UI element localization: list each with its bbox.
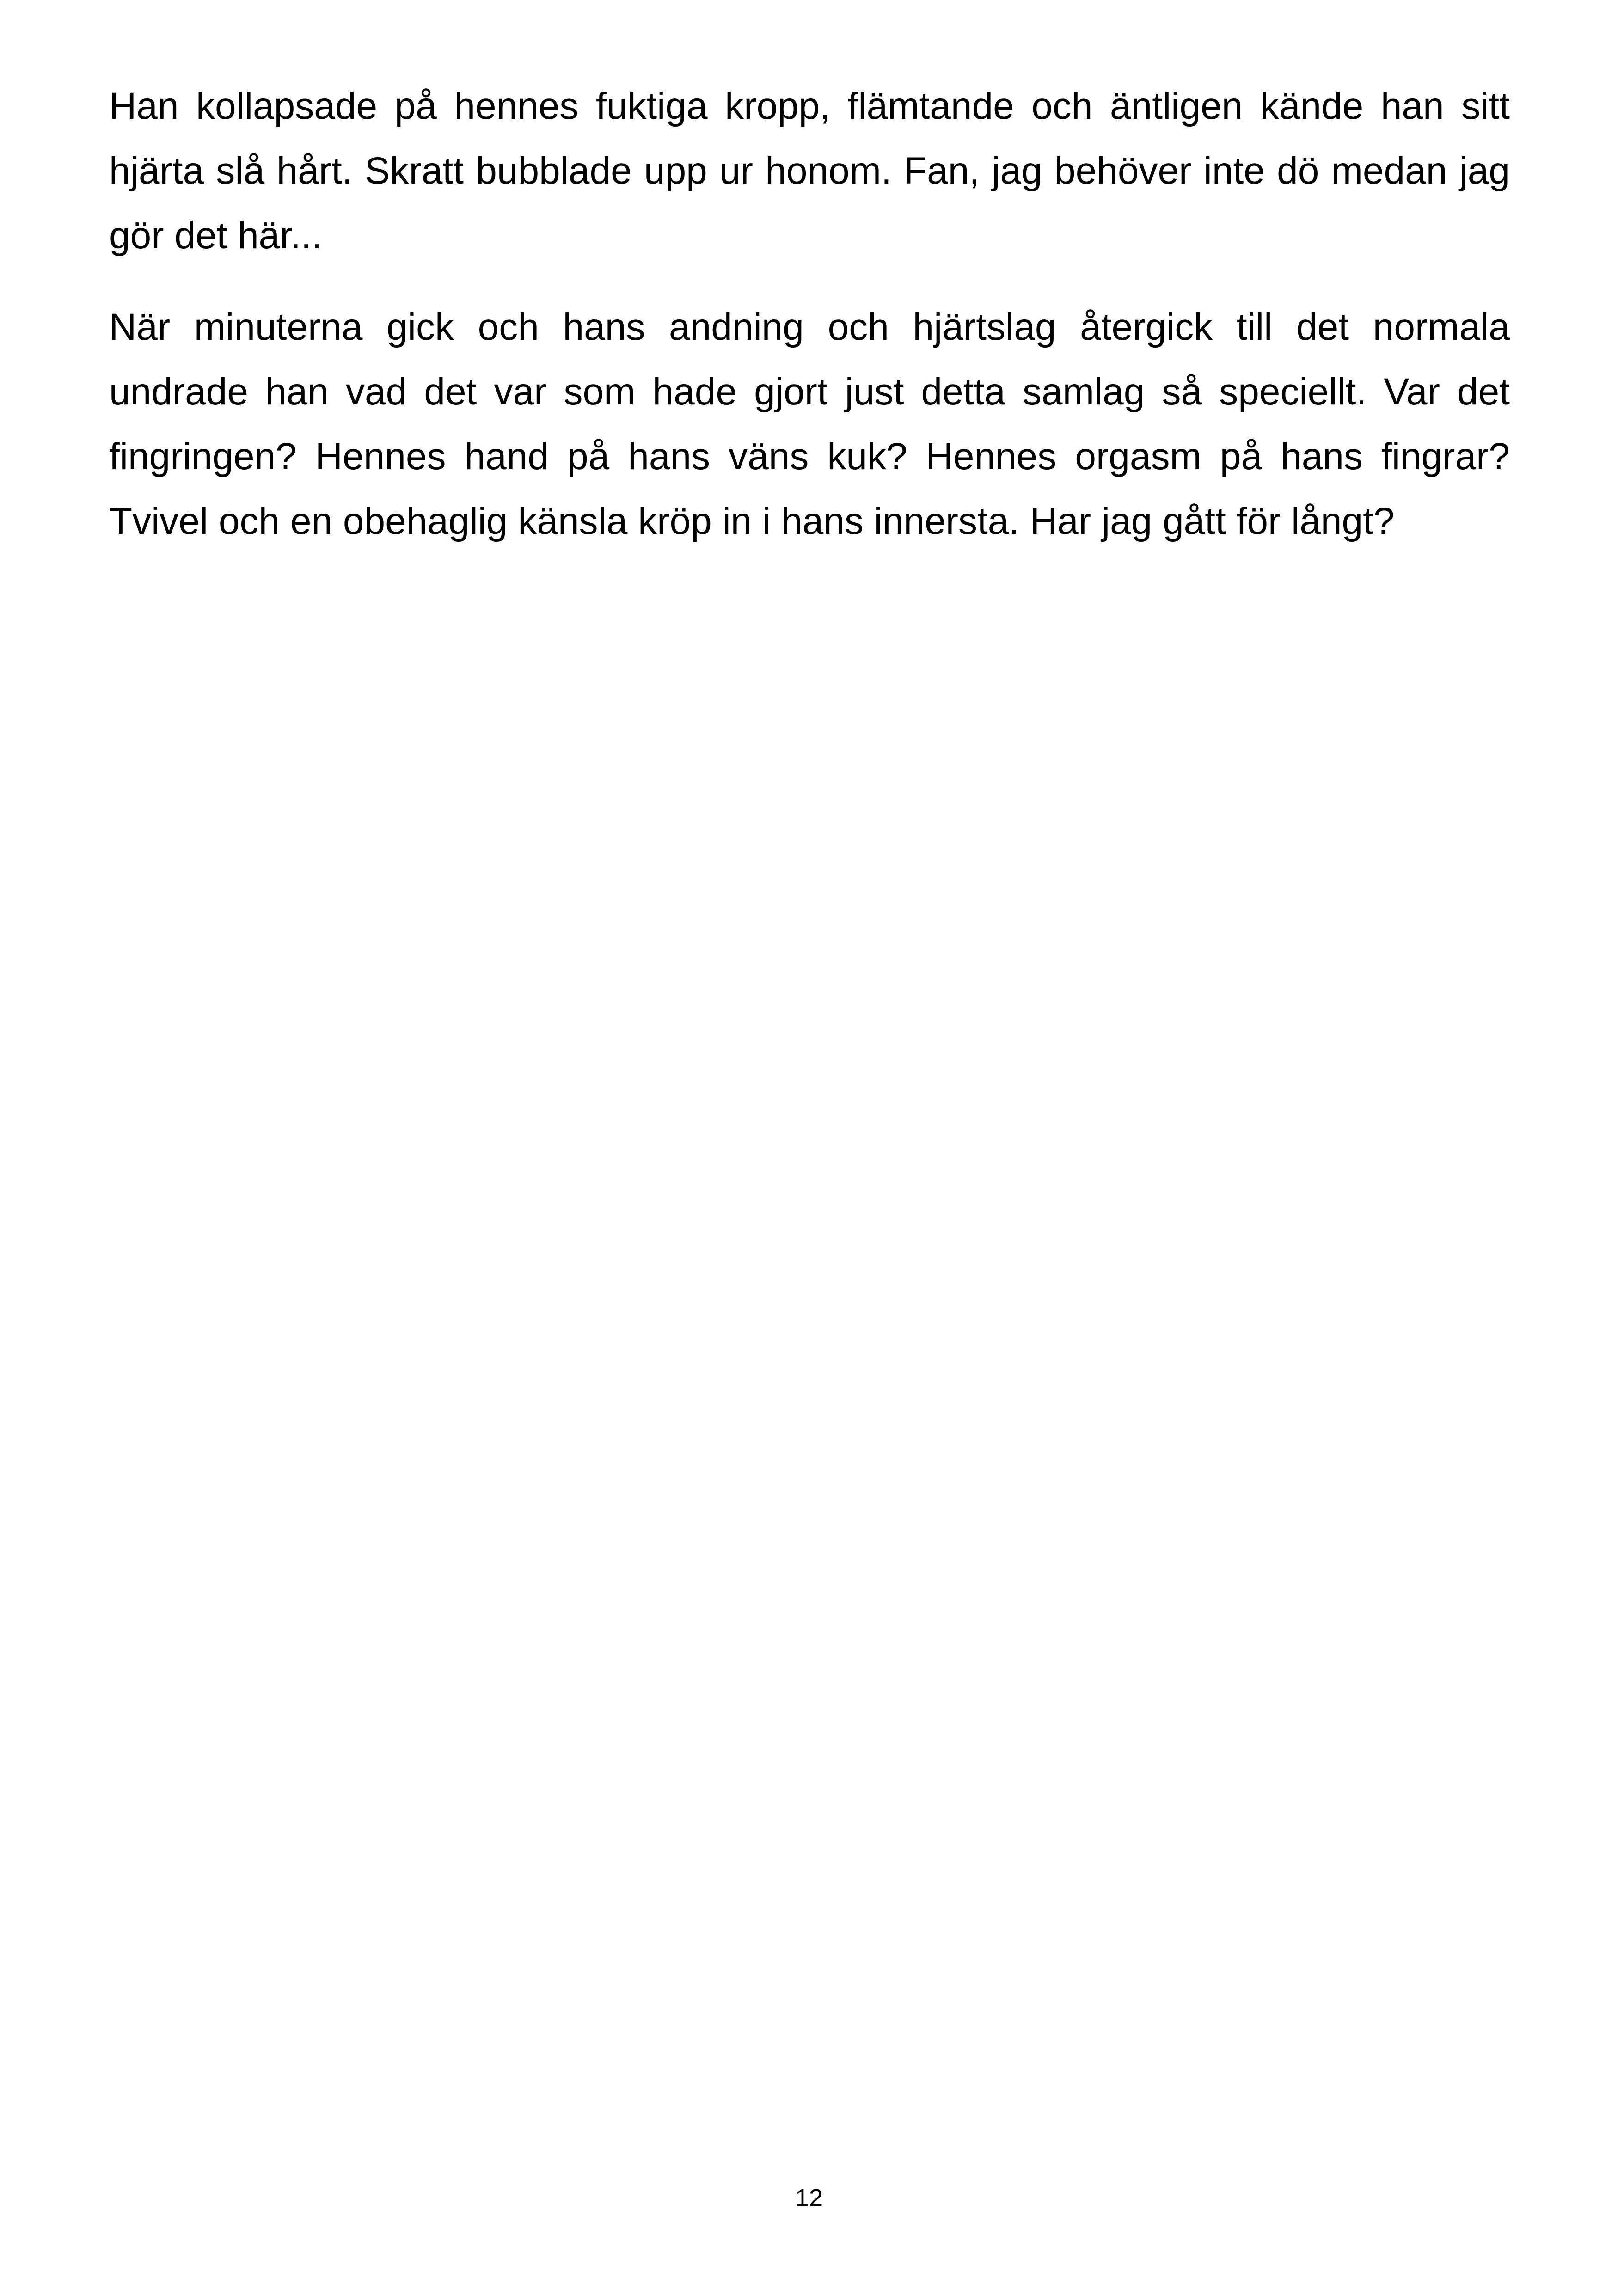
paragraph-2: När minuterna gick och hans andning och hjärtslag återgick till det normala undrade han vad det var som hade gjort just detta samlag så speciellt. Var det fingringen? Hennes hand på hans väns kuk? Hennes orgasm på hans fingrar? Tvivel och en obehaglig känsla kröp in i hans innersta. Har jag gått för långt? [109, 306, 1510, 542]
paragraph-1: Han kollapsade på hennes fuktiga kropp, flämtande och äntligen kände han sitt hjärta slå hårt. Skratt bubblade upp ur honom. Fan, jag behöver inte dö medan jag gör det här... [109, 85, 1510, 257]
body-text [109, 74, 1510, 581]
page-number: 12 [795, 2184, 823, 2212]
